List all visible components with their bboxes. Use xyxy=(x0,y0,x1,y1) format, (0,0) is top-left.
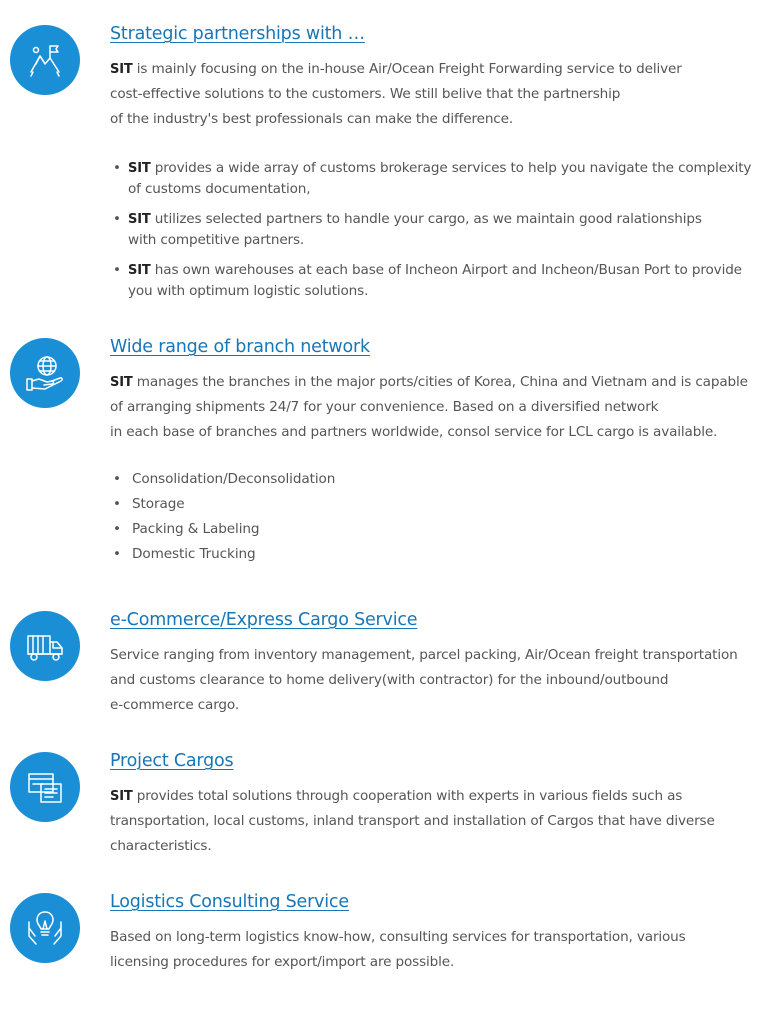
list-item: • SIT provides a wide array of customs brokerage services to help you navigate the complexity of customs documentation, xyxy=(113,160,752,197)
document-box-icon xyxy=(10,752,80,822)
list-item: • Domestic Trucking xyxy=(113,546,256,562)
section-title[interactable]: Logistics Consulting Service xyxy=(110,892,349,912)
globe-hand-icon xyxy=(10,338,80,408)
list-item: • SIT has own warehouses at each base of Incheon Airport and Incheon/Busan Port to provide you with optimum logistic solutions. xyxy=(113,262,742,299)
section-description: Based on long-term logistics know-how, consulting services for transportation, various licensing procedures for export/import are possible. xyxy=(110,929,686,970)
section-description: SIT is mainly focusing on the in-house Air/Ocean Freight Forwarding service to deliver cost-effective solutions to the customers. We still belive that the partnership of the industry's best professionals can make the difference. xyxy=(110,61,682,127)
mountain-flag-icon xyxy=(10,25,80,95)
services-list xyxy=(110,467,770,567)
section-title[interactable]: Wide range of branch network xyxy=(110,337,370,357)
section-title[interactable]: Project Cargos xyxy=(110,751,234,771)
section-title[interactable]: Strategic partnerships with … xyxy=(110,24,365,44)
list-item: • Packing & Labeling xyxy=(113,521,260,537)
services-list xyxy=(110,158,770,301)
list-item: • SIT utilizes selected partners to handle your cargo, as we maintain good ralationships with competitive partners. xyxy=(113,211,702,248)
section-description: SIT provides total solutions through cooperation with experts in various fields such as transportation, local customs, inland transport and installation of Cargos that have diverse characteristics. xyxy=(110,788,715,854)
list-item: • Consolidation/Deconsolidation xyxy=(113,471,336,487)
section-description: Service ranging from inventory management, parcel packing, Air/Ocean freight transportation and customs clearance to home delivery(with contractor) for the inbound/outbound e-commerce cargo. xyxy=(110,647,738,713)
truck-icon xyxy=(10,611,80,681)
section-description: SIT manages the branches in the major ports/cities of Korea, China and Vietnam and is capable of arranging shipments 24/7 for your convenience. Based on a diversified network in each base of branches and partners worldwide, consol service for LCL cargo is available. xyxy=(110,374,748,440)
list-item: • Storage xyxy=(113,496,185,512)
lightbulb-hands-icon xyxy=(10,893,80,963)
section-title[interactable]: e-Commerce/Express Cargo Service xyxy=(110,610,418,630)
